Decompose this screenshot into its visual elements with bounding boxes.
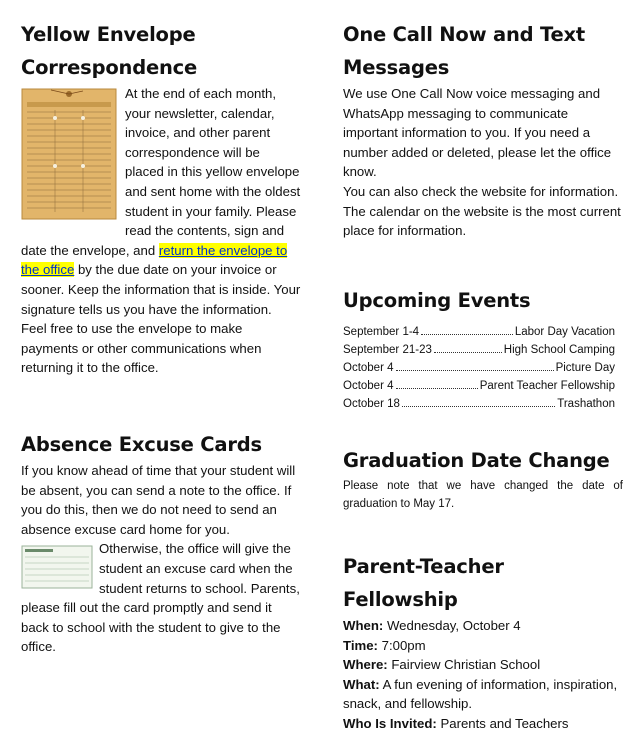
- return-envelope-link[interactable]: return the envelope to the office: [21, 242, 288, 278]
- envelope-text: At the end of each month, your newsletter, calendar, invoice, and other parent correspondence will be placed in this yellow envelope and sent home with the oldest student in your family. Please read the contents, sign and date the envelope, and return the envelope to the office by the due date on your invoice or sooner. Keep the information that is inside. Your signature tells us you have the information. Feel free to use the envelope to make payments or other communications when returning it to the office.: [21, 86, 301, 376]
- absence-section: [21, 428, 301, 657]
- event-row: September 1-4 Labor Day Vacation: [343, 326, 615, 338]
- absence-heading: Absence Excuse Cards: [21, 433, 262, 456]
- fellowship-what: What: A fun evening of information, inspiration, snack, and fellowship.: [343, 676, 618, 712]
- fellowship-who: Who Is Invited: Parents and Teachers: [343, 715, 569, 731]
- events-heading: Upcoming Events: [343, 289, 531, 312]
- event-row: October 4 Picture Day: [343, 362, 615, 374]
- onecall-heading: One Call Now and Text Messages: [343, 23, 586, 79]
- events-section: [343, 284, 623, 413]
- graduation-text: Please note that we have changed the date of graduation to May 17.: [343, 480, 623, 510]
- fellowship-section: [343, 550, 623, 734]
- graduation-heading: Graduation Date Change: [343, 449, 610, 472]
- events-list: [343, 323, 623, 413]
- graduation-section: [343, 444, 623, 513]
- absence-text-1: If you know ahead of time that your student will be absent, you can send a note to the office. If you do this, then we do not need to send an absence excuse card home for you.: [21, 463, 296, 537]
- yellow-envelope-image: [21, 88, 117, 220]
- excuse-card-image: [21, 545, 93, 589]
- onecall-section: [343, 18, 623, 241]
- fellowship-time: Time: 7:00pm: [343, 637, 426, 653]
- onecall-text-1: We use One Call Now voice messaging and WhatsApp messaging to communicate important information to you. If you need a number added or deleted, please let the office know.: [343, 86, 612, 180]
- fellowship-when: When: Wednesday, October 4: [343, 618, 521, 633]
- event-row: October 18 Trashathon: [343, 398, 615, 410]
- onecall-text-2: You can also check the website for information. The calendar on the website is the most current place for information.: [343, 183, 621, 239]
- event-row: October 4 Parent Teacher Fellowship: [343, 380, 615, 392]
- absence-text-2: Otherwise, the office will give the student an excuse card when the student returns to school. Parents, please fill out the card promptly and send it back to school with the student to give to the office.: [21, 541, 300, 655]
- event-row: September 21-23 High School Camping: [343, 344, 615, 356]
- fellowship-heading: Parent-Teacher Fellowship: [343, 555, 504, 611]
- fellowship-where: Where: Fairview Christian School: [343, 657, 541, 673]
- envelope-section: [21, 18, 301, 378]
- envelope-heading: Yellow Envelope Correspondence: [21, 23, 198, 79]
